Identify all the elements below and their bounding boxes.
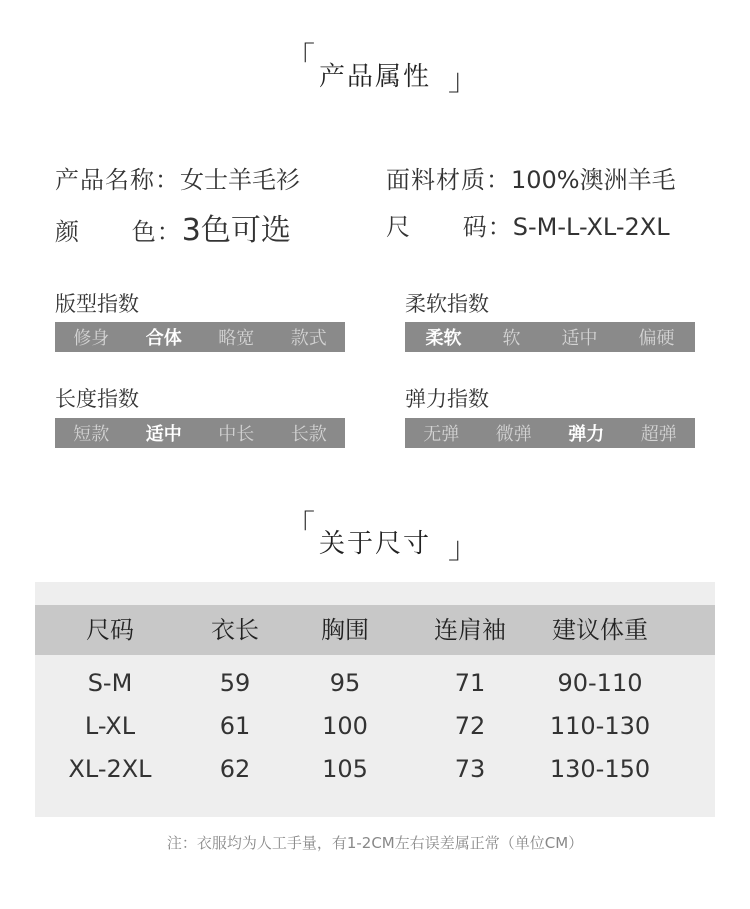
elasticity-option-selected: 弹力	[568, 424, 605, 445]
bracket-close: 」	[448, 63, 478, 98]
color-row	[55, 205, 291, 249]
fit-index-bar	[55, 322, 345, 352]
cell-sleeve: 71	[454, 669, 486, 697]
length-index-bar	[55, 418, 345, 448]
fabric-row	[386, 160, 676, 195]
cell-weight: 90-110	[557, 669, 643, 697]
softness-option-selected: 柔软	[425, 328, 462, 349]
fit-option-selected: 合体	[145, 328, 182, 349]
elasticity-option: 超弹	[640, 424, 677, 445]
color-label: 颜 色：	[55, 218, 182, 246]
softness-option: 适中	[561, 328, 598, 349]
bracket-open: 「	[285, 41, 315, 76]
elasticity-index-bar	[405, 418, 695, 448]
softness-option: 软	[502, 328, 521, 349]
cell-length: 62	[219, 755, 251, 783]
header-size: 尺码	[86, 616, 134, 644]
header-chest: 胸围	[321, 616, 369, 644]
cell-length: 61	[219, 712, 251, 740]
cell-sleeve: 72	[454, 712, 486, 740]
cell-length: 59	[219, 669, 251, 697]
fit-option: 款式	[290, 328, 327, 349]
length-index-title: 长度指数	[55, 387, 139, 411]
cell-weight: 130-150	[549, 755, 651, 783]
product-name-value: 女士羊毛衫	[180, 166, 300, 194]
cell-size: XL-2XL	[68, 755, 152, 783]
length-option: 中长	[218, 424, 255, 445]
length-option: 长款	[290, 424, 327, 445]
cell-chest: 105	[322, 755, 368, 783]
header-length: 衣长	[211, 616, 259, 644]
softness-index-bar	[405, 322, 695, 352]
fit-option: 略宽	[218, 328, 255, 349]
header-weight: 建议体重	[552, 616, 648, 644]
color-value: 3色可选	[181, 213, 291, 248]
elasticity-option: 微弹	[495, 424, 532, 445]
size-table	[35, 582, 715, 817]
measurement-note: 注：衣服均为人工手量，有1-2CM左右误差属正常（单位CM）	[166, 834, 584, 852]
elasticity-option: 无弹	[423, 424, 460, 445]
product-name-row	[55, 160, 300, 195]
size-row	[386, 207, 670, 242]
fit-option: 修身	[73, 328, 110, 349]
size-value: S-M-L-XL-2XL	[512, 213, 670, 241]
elasticity-index-title: 弹力指数	[405, 387, 489, 411]
product-name-label: 产品名称：	[55, 166, 180, 194]
fit-index-title: 版型指数	[55, 292, 139, 316]
bracket-open: 「	[285, 509, 315, 544]
length-option: 短款	[73, 424, 110, 445]
header-sleeve: 连肩袖	[434, 616, 506, 644]
cell-chest: 100	[322, 712, 368, 740]
softness-option: 偏硬	[638, 328, 675, 349]
size-label: 尺 码：	[386, 213, 513, 241]
softness-index-title: 柔软指数	[405, 292, 489, 316]
size-table-header	[35, 605, 715, 655]
cell-sleeve: 73	[454, 755, 486, 783]
section-title: 产品属性	[318, 62, 431, 92]
cell-size: S-M	[87, 669, 133, 697]
cell-size: L-XL	[84, 712, 136, 740]
length-option-selected: 适中	[145, 424, 182, 445]
cell-chest: 95	[329, 669, 361, 697]
fabric-label: 面料材质：	[386, 166, 511, 194]
cell-weight: 110-130	[549, 712, 651, 740]
section-title: 关于尺寸	[318, 529, 431, 559]
bracket-close: 」	[448, 531, 478, 566]
fabric-value: 100%澳洲羊毛	[511, 166, 676, 194]
